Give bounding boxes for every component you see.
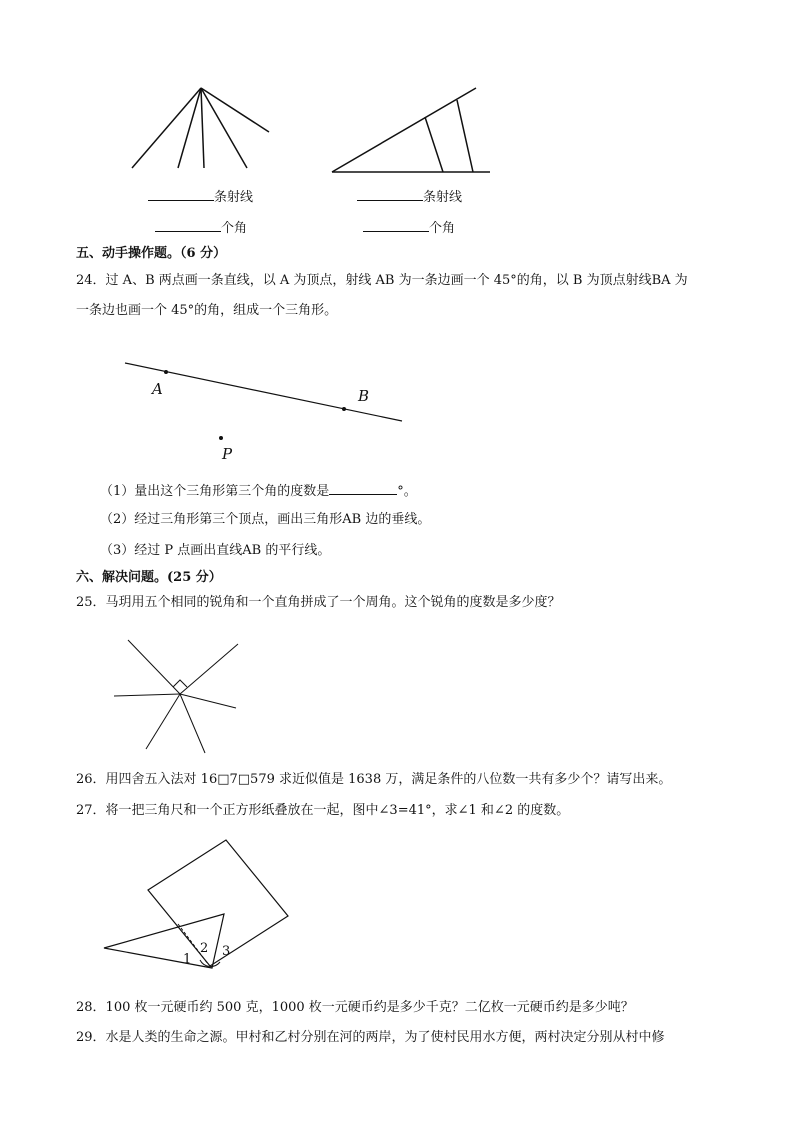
square-paper bbox=[148, 840, 288, 966]
sub-question-1-text: （1）量出这个三角形第三个角的度数是 bbox=[100, 484, 330, 499]
answer-blank[interactable] bbox=[155, 218, 221, 232]
sub-question-1 bbox=[100, 481, 417, 501]
inner-line-1 bbox=[425, 117, 443, 172]
angles-around-point-figure bbox=[112, 628, 242, 758]
point-a-dot bbox=[164, 370, 168, 374]
ray-left bbox=[114, 694, 180, 696]
ray-2 bbox=[178, 88, 201, 168]
answer-blank[interactable] bbox=[329, 481, 397, 495]
point-p-dot bbox=[219, 436, 223, 440]
line-ab-figure bbox=[120, 355, 410, 475]
ray-up-left bbox=[128, 640, 180, 694]
ray-4 bbox=[201, 88, 247, 168]
answer-blank[interactable] bbox=[148, 187, 214, 201]
rays-label: 条射线 bbox=[214, 190, 254, 205]
angle-3-label: 3 bbox=[222, 944, 231, 959]
angles-count-blank-right bbox=[363, 218, 455, 238]
angle-1-label: 1 bbox=[183, 952, 192, 967]
rays-label: 条射线 bbox=[423, 190, 463, 205]
angles-label: 个角 bbox=[221, 221, 248, 236]
point-a-label: A bbox=[152, 380, 163, 398]
rays-count-blank bbox=[148, 187, 253, 207]
ray-right bbox=[180, 694, 236, 708]
question-29: 29．水是人类的生命之源。甲村和乙村分别在河的两岸，为了使村民用水方便，两村决定分别从村中修 bbox=[76, 1030, 665, 1045]
sub-question-2: （2）经过三角形第三个顶点，画出三角形AB 边的垂线。 bbox=[100, 512, 431, 527]
rays-count-blank-right bbox=[357, 187, 462, 207]
triangle-square-figure bbox=[100, 838, 300, 978]
ray-down-left bbox=[146, 694, 180, 749]
question-27: 27．将一把三角尺和一个正方形纸叠放在一起，图中∠3=41°，求∠1 和∠2 的度数。 bbox=[76, 803, 570, 818]
section-5-heading: 五、动手操作题。（6 分） bbox=[76, 246, 227, 261]
point-p-label: P bbox=[222, 445, 233, 463]
section-6-heading: 六、解决问题。(25 分） bbox=[76, 570, 222, 585]
point-b-dot bbox=[342, 407, 346, 411]
inner-line-2 bbox=[457, 100, 473, 172]
question-24-line-2: 一条边也画一个 45°的角，组成一个三角形。 bbox=[76, 303, 338, 318]
angles-label: 个角 bbox=[429, 221, 456, 236]
question-24-line-1: 24．过 A、B 两点画一条直线，以 A 为顶点，射线 AB 为一条边画一个 45°的角，以 B 为顶点射线BA 为 bbox=[76, 273, 688, 288]
angle-2-label: 2 bbox=[200, 941, 209, 956]
answer-blank[interactable] bbox=[363, 218, 429, 232]
sub-question-3: （3）经过 P 点画出直线AB 的平行线。 bbox=[100, 543, 331, 558]
point-b-label: B bbox=[358, 387, 370, 405]
ray-5 bbox=[201, 88, 269, 132]
angle-upper-side bbox=[332, 88, 476, 172]
ray-down-right bbox=[180, 694, 205, 753]
ray-up-right bbox=[180, 644, 238, 694]
answer-blank[interactable] bbox=[357, 187, 423, 201]
degree-suffix: °。 bbox=[397, 484, 417, 499]
angle-figure bbox=[325, 82, 495, 182]
question-28: 28．100 枚一元硬币约 500 克，1000 枚一元硬币约是多少千克？二亿枚一元硬币约是多少吨？ bbox=[76, 1000, 634, 1015]
right-angle-mark bbox=[173, 680, 187, 687]
ray-3 bbox=[201, 88, 204, 168]
question-25: 25．马玥用五个相同的锐角和一个直角拼成了一个周角。这个锐角的度数是多少度？ bbox=[76, 595, 561, 610]
question-26: 26．用四舍五入法对 16□7□579 求近似值是 1638 万，满足条件的八位数一共有多少个？请写出来。 bbox=[76, 772, 672, 787]
angles-count-blank bbox=[155, 218, 247, 238]
ray-1 bbox=[132, 88, 201, 168]
rays-fan-figure bbox=[125, 82, 285, 172]
